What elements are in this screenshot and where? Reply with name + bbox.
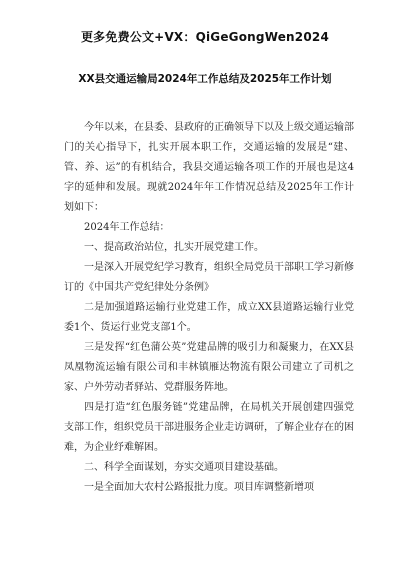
paragraph-item-2: 二是加强道路运输行业党建工作，成立XX县道路运输行业党委1个、货运行业党支部1个。 — [64, 302, 354, 333]
document-body — [64, 118, 354, 498]
paragraph-item-3: 三是发挥“红色蒲公英”党建品牌的吸引力和凝聚力，在XX县凤凰物流运输有限公司和丰林镇雁达物流有限公司建立了司机之家、户外劳动者驿站、党群服务阵地。 — [64, 342, 354, 393]
paragraph-item-1: 一是深入开展党纪学习教育，组织全局党员干部职工学习新修订的《中国共产党纪律处分条例》 — [64, 262, 354, 293]
paragraph-section-2-item-1: 一是全面加大农村公路报批力度。项目库调整新增项 — [84, 482, 314, 493]
promo-header: 更多免费公文+VX：QiGeGongWen2024 — [80, 30, 329, 44]
paragraph-intro: 今年以来，在县委、县政府的正确领导下以及上级交通运输部门的关心指导下，扎实开展本职工作，交通运输的发展是“建、管、养、运”的有机结合，我县交通运输各项工作的开展也是这4字的延伸和发展。现就2024年年工作情况总结及2025年工作计划如下： — [64, 122, 354, 213]
paragraph-item-4: 四是打造“红色服务链”党建品牌，在局机关开展创建四强党支部工作，组织党员干部进服务企业走访调研，了解企业存在的困难，为企业纾难解困。 — [64, 402, 354, 453]
paragraph-section-2-heading: 二、科学全面谋划，夯实交通项目建设基础。 — [84, 462, 284, 473]
document-title: XX县交通运输局2024年工作总结及2025年工作计划 — [78, 73, 332, 85]
paragraph-summary-heading: 2024年工作总结： — [84, 222, 170, 233]
paragraph-section-1-heading: 一、提高政治站位，扎实开展党建工作。 — [84, 242, 264, 253]
